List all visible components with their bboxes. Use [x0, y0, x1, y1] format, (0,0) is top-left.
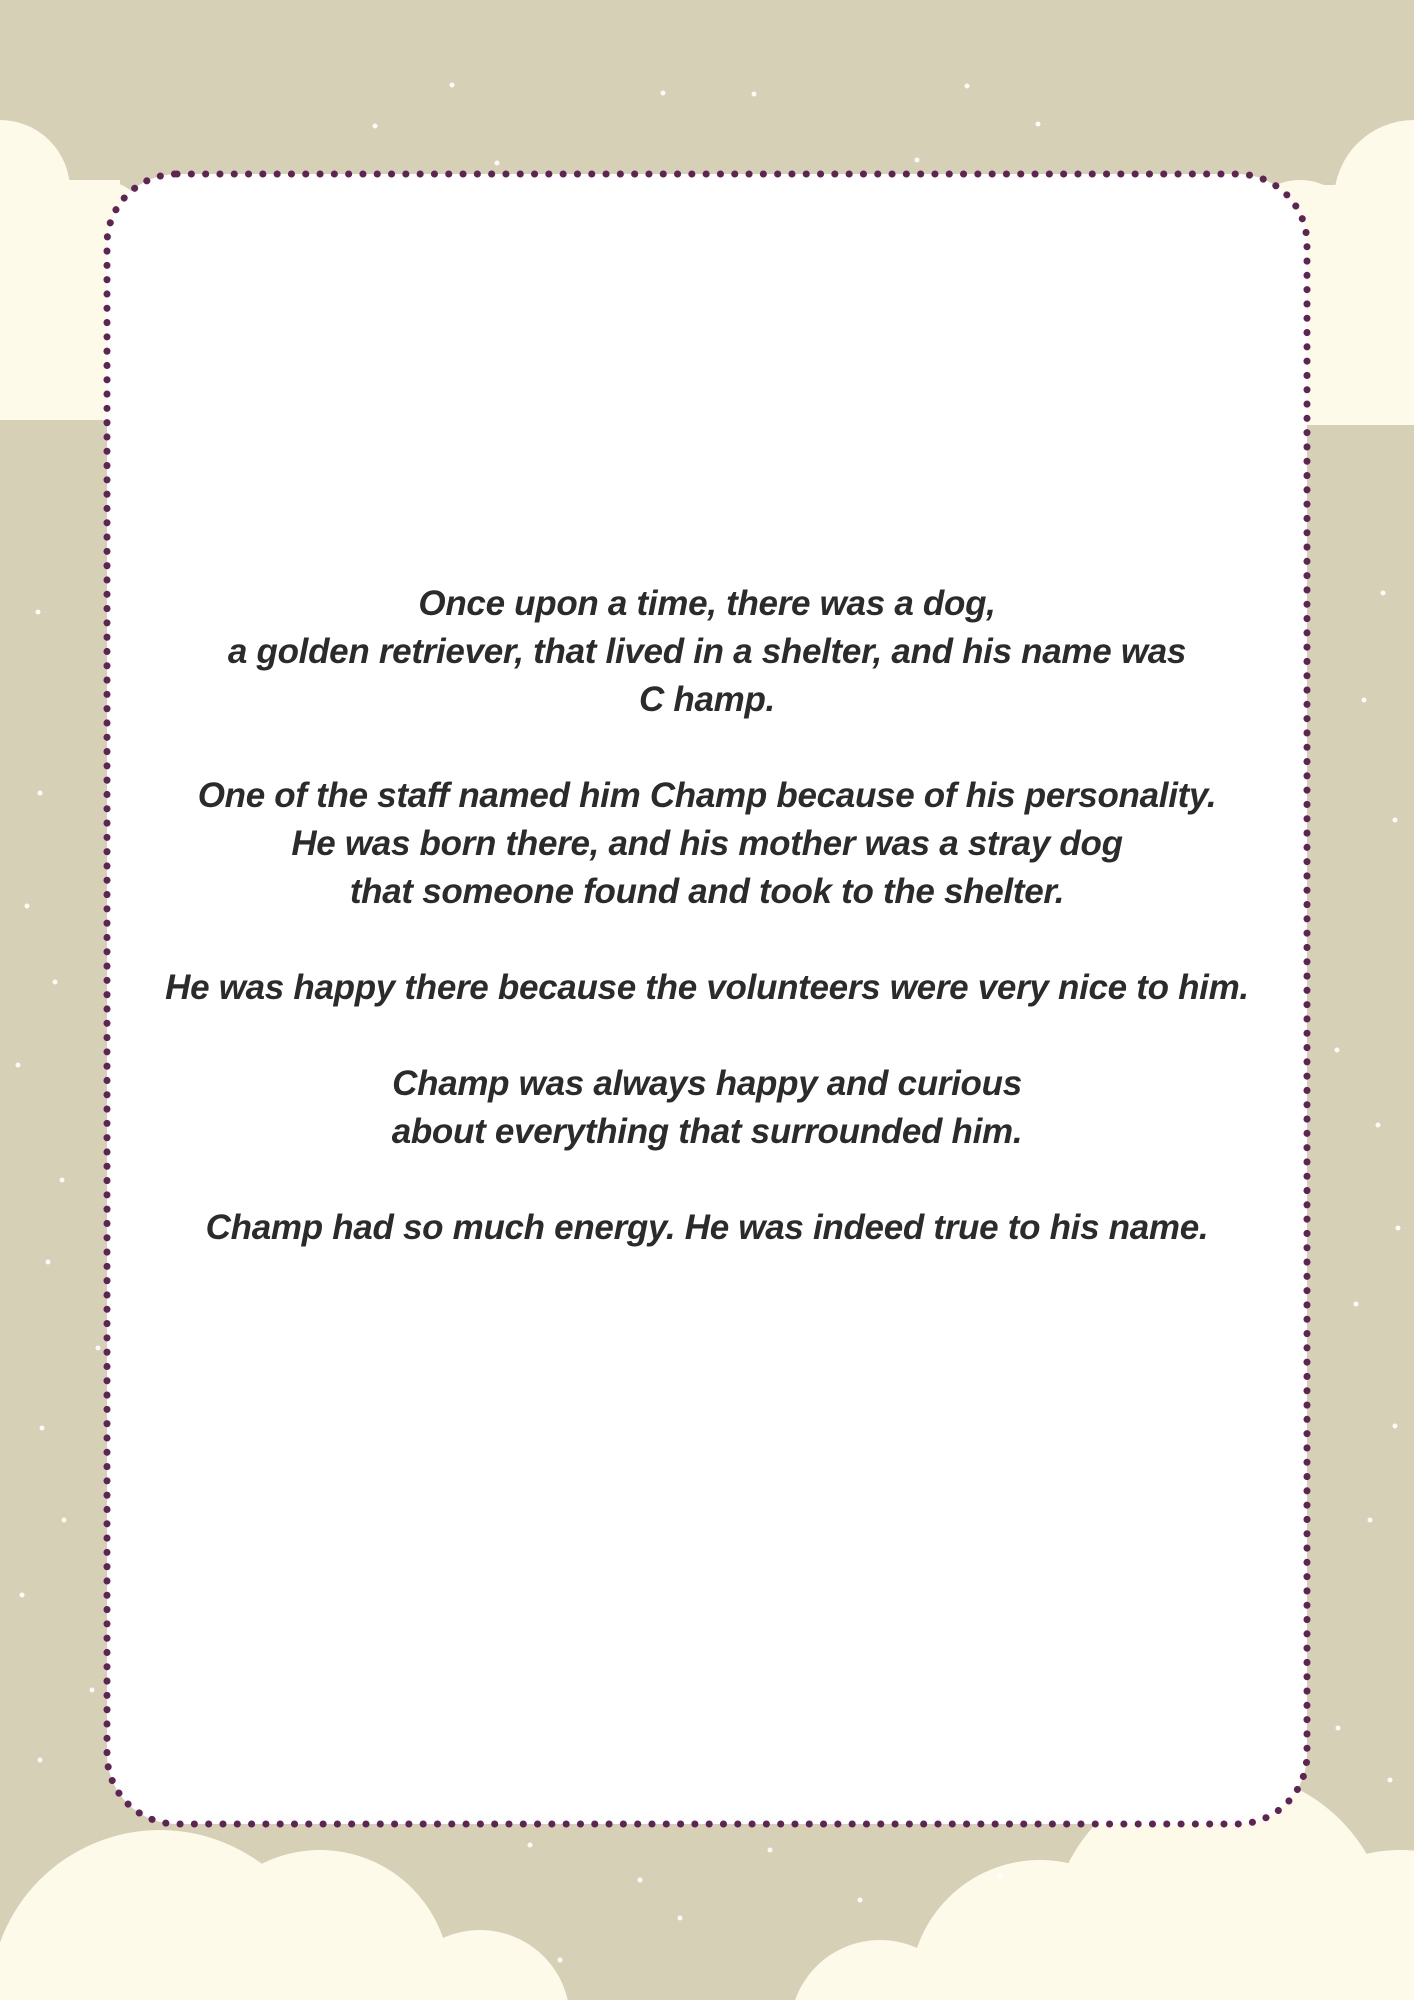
- story-paragraph-3: [107, 964, 1307, 1012]
- story-line: He was happy there because the volunteers were very nice to him.: [165, 968, 1249, 1007]
- story-line: a golden retriever, that lived in a shelter, and his name was: [227, 632, 1187, 671]
- story-paragraph-1: [107, 580, 1307, 724]
- story-line: about everything that surrounded him.: [391, 1112, 1023, 1151]
- story-paragraph-4: [107, 1060, 1307, 1156]
- story-line: Champ had so much energy. He was indeed true to his name.: [205, 1208, 1209, 1247]
- story-line: that someone found and took to the shelter.: [349, 872, 1065, 911]
- story-paragraph-5: [107, 1204, 1307, 1252]
- story-line: C hamp.: [639, 680, 775, 719]
- story-text: [107, 580, 1307, 1300]
- story-line: One of the staff named him Champ because of his personality.: [197, 776, 1217, 815]
- story-line: He was born there, and his mother was a stray dog: [291, 824, 1123, 863]
- story-line: Once upon a time, there was a dog,: [418, 584, 996, 623]
- story-line: Champ was always happy and curious: [392, 1064, 1022, 1103]
- story-paragraph-2: [107, 772, 1307, 916]
